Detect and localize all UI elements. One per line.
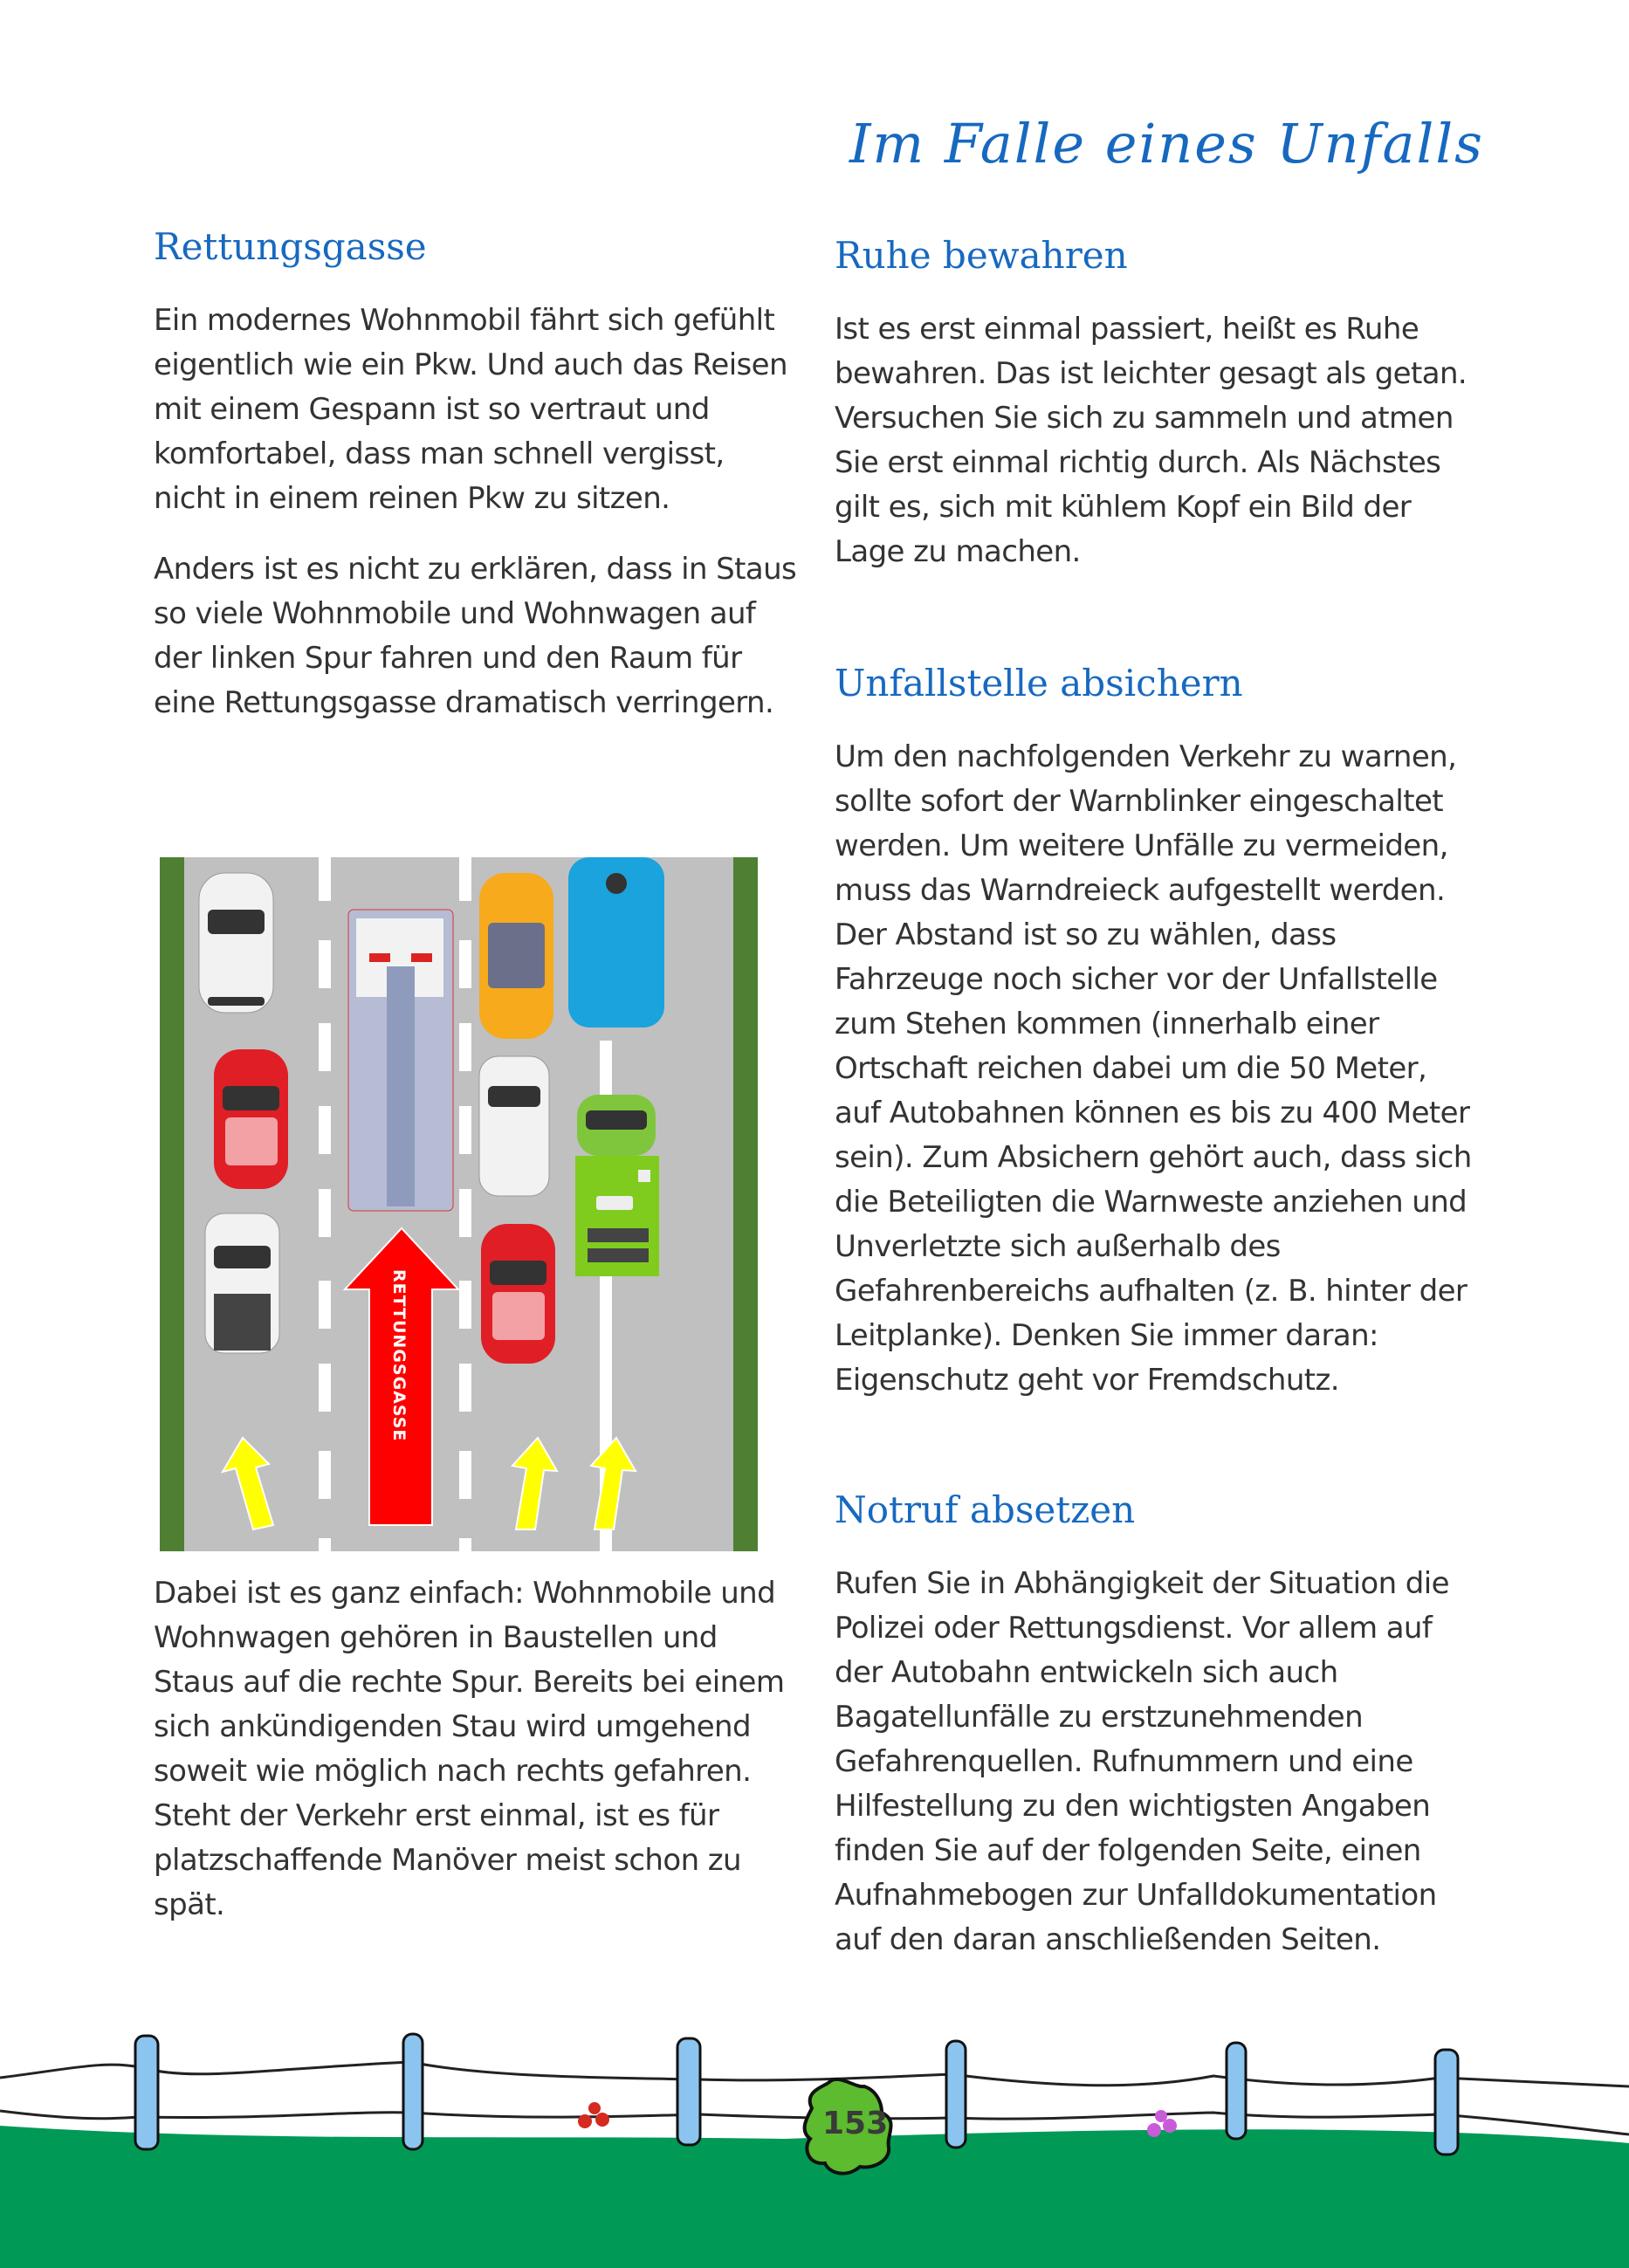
fence-wire-top [0,2062,1629,2086]
footer-fence-illustration [0,2008,1629,2268]
pickup-truck [205,1213,279,1353]
tanker-blue [568,857,664,1027]
fire-truck [348,910,453,1211]
paragraph: Anders ist es nicht zu erklären, dass in Staus so viele Wohnmobile und Wohnwagen auf der linken Spur fahren und den Raum für eine Rettungsgasse dramatisch verringern. [154,552,797,721]
paragraph: Ist es erst einmal passiert, heißt es Ruhe bewahren. Das ist leichter gesagt als getan. Versuchen Sie sich zu sammeln und atmen Sie erst einmal richtig durch. Als Nächstes gilt es, sich mit kühlem Kopf ein Bild der Lage zu machen. [835,312,1467,570]
taxi-yellow [479,873,553,1039]
section-heading: Rettungsgasse [154,225,427,268]
section-rettungsgasse [154,225,800,752]
car-red-2 [481,1224,555,1364]
section-ruhe-bewahren [835,234,1481,601]
section-heading: Notruf absetzen [835,1488,1136,1531]
section-unfallstelle-absichern [835,662,1481,1429]
paragraph: Um den nachfolgenden Verkehr zu warnen, sollte sofort der Warnblinker eingeschaltet werden. Um weitere Unfälle zu vermeiden, muss das Warndreieck aufgestellt werden. Der Abstand ist so zu wählen, dass Fahrzeuge noch sicher vor der Unfallstelle zum Stehen kommen (innerhalb einer Ortschaft reichen dabei um die 50 Meter, auf Autobahnen können es bis zu 400 Meter sein). Zum Absichern gehört auch, dass sich die Beteiligten die Warnweste anziehen und Unverletzte sich außerhalb des Gefahrenbereichs aufhalten (z. B. hinter der Leitplanke). Denken Sie immer daran: Eigenschutz geht vor Fremdschutz. [835,739,1472,1399]
verge-left [160,857,184,1551]
arrow-label: RETTUNGSGASSE [389,1269,409,1442]
paragraph: Rufen Sie in Abhängigkeit der Situation die Polizei oder Rettungsdienst. Vor allem auf der Autobahn entwickeln sich auch Bagatellunfälle zu erstzunehmenden Gefahrenquellen. Rufnummern und eine Hilfestellung zu den wichtigsten Angaben finden Sie auf der folgenden Seite, einen Aufnahmebogen zur Unfalldokumentation auf den daran anschließenden Seiten. [835,1566,1449,1958]
paragraph: Dabei ist es ganz einfach: Wohnmobile und Wohnwagen gehören in Baustellen und Staus auf die rechte Spur. Bereits bei einem sich ankündigenden Stau wird umgehend soweit wie möglich nach rechts gefahren. Steht der Verkehr erst einmal, ist es für platzschaffende Manöver meist schon zu spät. [154,1576,785,1922]
car-red [214,1049,288,1189]
page-number: 153 [822,2106,889,2141]
section-heading: Unfallstelle absichern [835,662,1243,704]
page-title: Im Falle eines Unfalls [849,112,1484,175]
verge-right [733,857,758,1551]
section-notruf-absetzen [835,1488,1481,1989]
section-rettungsgasse-continued [154,1571,800,1954]
flower-red [578,2102,609,2128]
van-white [479,1056,549,1196]
rettungsgasse-illustration [160,857,758,1551]
paragraph: Ein modernes Wohnmobil fährt sich gefühlt eigentlich wie ein Pkw. Und auch das Reisen mit einem Gespann ist so vertraut und komfortabel, dass man schnell vergisst, nicht in einem reinen Pkw zu sitzen. [154,303,787,517]
car-white [199,873,273,1013]
section-heading: Ruhe bewahren [835,234,1128,277]
camper-green [575,1095,659,1276]
